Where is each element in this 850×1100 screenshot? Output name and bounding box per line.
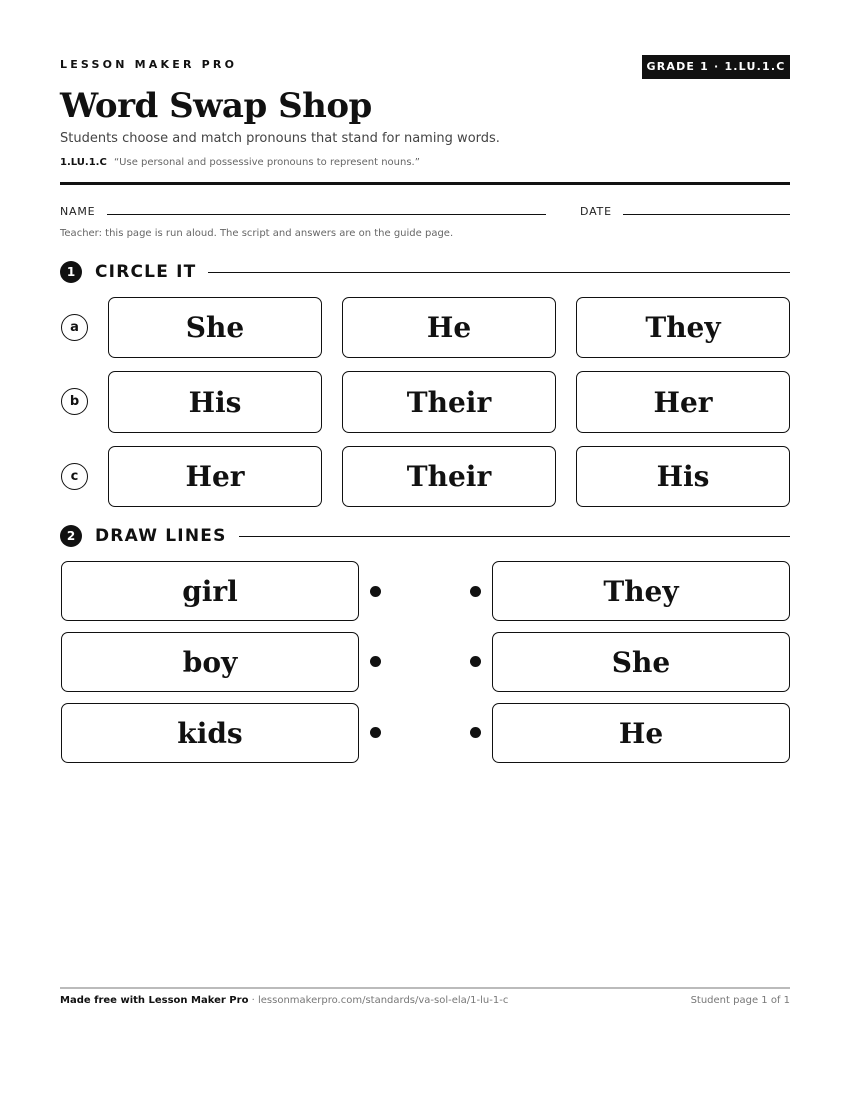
section-title: DRAW LINES (95, 526, 227, 546)
section-draw-lines-header (60, 524, 790, 548)
match-left-dot[interactable] (370, 586, 381, 597)
choice-a-2[interactable]: He (342, 297, 556, 358)
section-title: CIRCLE IT (95, 262, 197, 282)
page-subtitle: Students choose and match pronouns that stand for naming words. (60, 131, 500, 146)
match-right-2[interactable]: She (492, 632, 790, 692)
choice-c-1[interactable]: Her (108, 446, 322, 507)
grade-badge: GRADE 1 · 1.LU.1.C (642, 55, 790, 79)
brand-name: LESSON MAKER PRO (60, 58, 238, 71)
name-field[interactable] (107, 214, 546, 215)
match-right-1[interactable]: They (492, 561, 790, 621)
section-circle-it-header (60, 260, 790, 284)
row-label-c: c (61, 463, 88, 490)
row-label-a: a (61, 314, 88, 341)
section-number: 2 (60, 525, 82, 547)
standard-line (60, 157, 420, 168)
date-label: DATE (580, 205, 612, 218)
match-left-dot[interactable] (370, 727, 381, 738)
match-left-2[interactable]: boy (61, 632, 359, 692)
choice-c-3[interactable]: His (576, 446, 790, 507)
footer-made-with: Made free with Lesson Maker Pro (60, 995, 249, 1006)
match-left-3[interactable]: kids (61, 703, 359, 763)
choice-b-2[interactable]: Their (342, 371, 556, 433)
choice-b-3[interactable]: Her (576, 371, 790, 433)
section-rule (239, 536, 790, 537)
choice-c-2[interactable]: Their (342, 446, 556, 507)
teacher-note: Teacher: this page is run aloud. The script and answers are on the guide page. (60, 228, 454, 239)
name-label: NAME (60, 205, 96, 218)
match-right-dot[interactable] (470, 727, 481, 738)
footer-separator: · (248, 995, 258, 1006)
match-left-1[interactable]: girl (61, 561, 359, 621)
footer-page-number: Student page 1 of 1 (690, 995, 790, 1006)
footer-divider (60, 987, 790, 989)
standard-text: “Use personal and possessive pronouns to represent nouns.” (113, 157, 420, 168)
date-field[interactable] (623, 214, 790, 215)
section-number: 1 (60, 261, 82, 283)
standard-code: 1.LU.1.C (60, 157, 107, 168)
choice-a-3[interactable]: They (576, 297, 790, 358)
section-rule (208, 272, 790, 273)
match-right-dot[interactable] (470, 586, 481, 597)
choice-b-1[interactable]: His (108, 371, 322, 433)
footer-credit (60, 995, 508, 1006)
footer-url[interactable]: lessonmakerpro.com/standards/va-sol-ela/1-lu-1-c (257, 995, 509, 1006)
row-label-b: b (61, 388, 88, 415)
header-divider (60, 182, 790, 185)
match-right-3[interactable]: He (492, 703, 790, 763)
match-left-dot[interactable] (370, 656, 381, 667)
choice-a-1[interactable]: She (108, 297, 322, 358)
match-right-dot[interactable] (470, 656, 481, 667)
page-title: Word Swap Shop (60, 86, 372, 126)
